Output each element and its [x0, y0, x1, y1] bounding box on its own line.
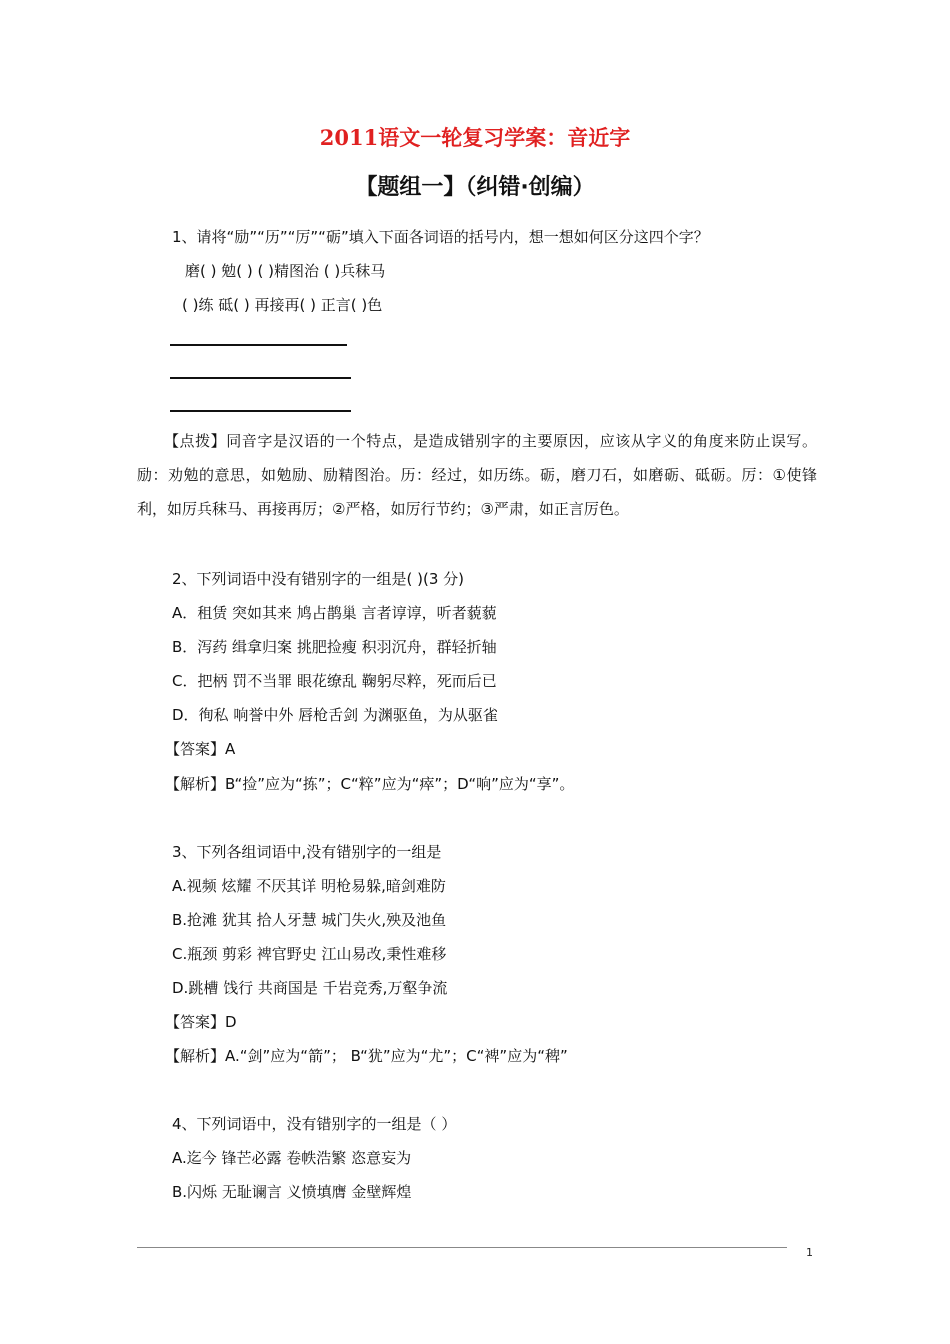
question-2-option-a: A．租赁 突如其来 鸠占鹊巢 言者谆谆，听者藐藐: [172, 604, 497, 622]
question-4-option-a: A.迄今 锋芒必露 卷帙浩繁 恣意妄为: [172, 1149, 412, 1167]
question-4-option-b: B.闪烁 无耻谰言 义愤填膺 金壁辉煌: [172, 1183, 412, 1201]
page-number: 1: [806, 1246, 813, 1259]
answer-blank-line: [170, 377, 351, 379]
question-3-option-b: B.抢滩 犹其 拾人牙慧 城门失火,殃及池鱼: [172, 911, 447, 929]
question-2-option-d: D．徇私 响誉中外 唇枪舌剑 为渊驱鱼，为从驱雀: [172, 706, 498, 724]
question-3-option-c: C.瓶颈 剪彩 裨官野史 江山易改,秉性难移: [172, 945, 447, 963]
question-3-option-a: A.视频 炫耀 不厌其详 明枪易躲,暗剑难防: [172, 877, 446, 895]
document-title: 2011语文一轮复习学案：音近字: [319, 125, 631, 150]
answer-blank-line: [170, 344, 347, 346]
question-3-analysis: 【解析】A.“剑”应为“箭”； B“犹”应为“尤”；C“裨”应为“稗”: [165, 1047, 568, 1065]
section-heading: 【题组一】（纠错·创编）: [355, 175, 595, 200]
question-4: 4、下列词语中，没有错别字的一组是（ ）: [172, 1115, 457, 1133]
question-3: 3、下列各组词语中,没有错别字的一组是: [172, 843, 442, 861]
question-1-row-1: 磨( ) 勉( ) ( )精图治 ( )兵秣马: [185, 262, 386, 280]
question-3-option-d: D.跳槽 饯行 共商国是 千岩竞秀,万壑争流: [172, 979, 448, 997]
question-2-analysis: 【解析】B“捡”应为“拣”；C“粹”应为“瘁”；D“响”应为“享”。: [165, 775, 575, 793]
question-1: 1、请将“励”“历”“厉”“砺”填入下面各词语的括号内，想一想如何区分这四个字？: [172, 228, 709, 246]
question-2-option-b: B．泻药 缉拿归案 挑肥捡瘦 积羽沉舟，群轻折轴: [172, 638, 497, 656]
answer-blank-line: [170, 410, 351, 412]
question-3-answer: 【答案】D: [165, 1013, 237, 1031]
hint-paragraph: 【点拨】同音字是汉语的一个特点，是造成错别字的主要原因，应该从字义的角度来防止误写。励：劝勉的意思，如勉励、励精图治。历：经过，如历练。砺，磨刀石，如磨砺、砥砺。厉：①使锋利，如厉兵秣马、再接再厉；②严格，如厉行节约；③严肃，如正言厉色。: [137, 432, 817, 518]
question-1-row-2: ( )练 砥( ) 再接再( ) 正言( )色: [182, 296, 383, 314]
question-2-answer: 【答案】A: [165, 740, 236, 758]
footer-divider: [137, 1247, 787, 1248]
question-2-option-c: C．把柄 罚不当罪 眼花缭乱 鞠躬尽粹，死而后已: [172, 672, 497, 690]
question-2: 2、下列词语中没有错别字的一组是( )(3 分): [172, 570, 465, 588]
